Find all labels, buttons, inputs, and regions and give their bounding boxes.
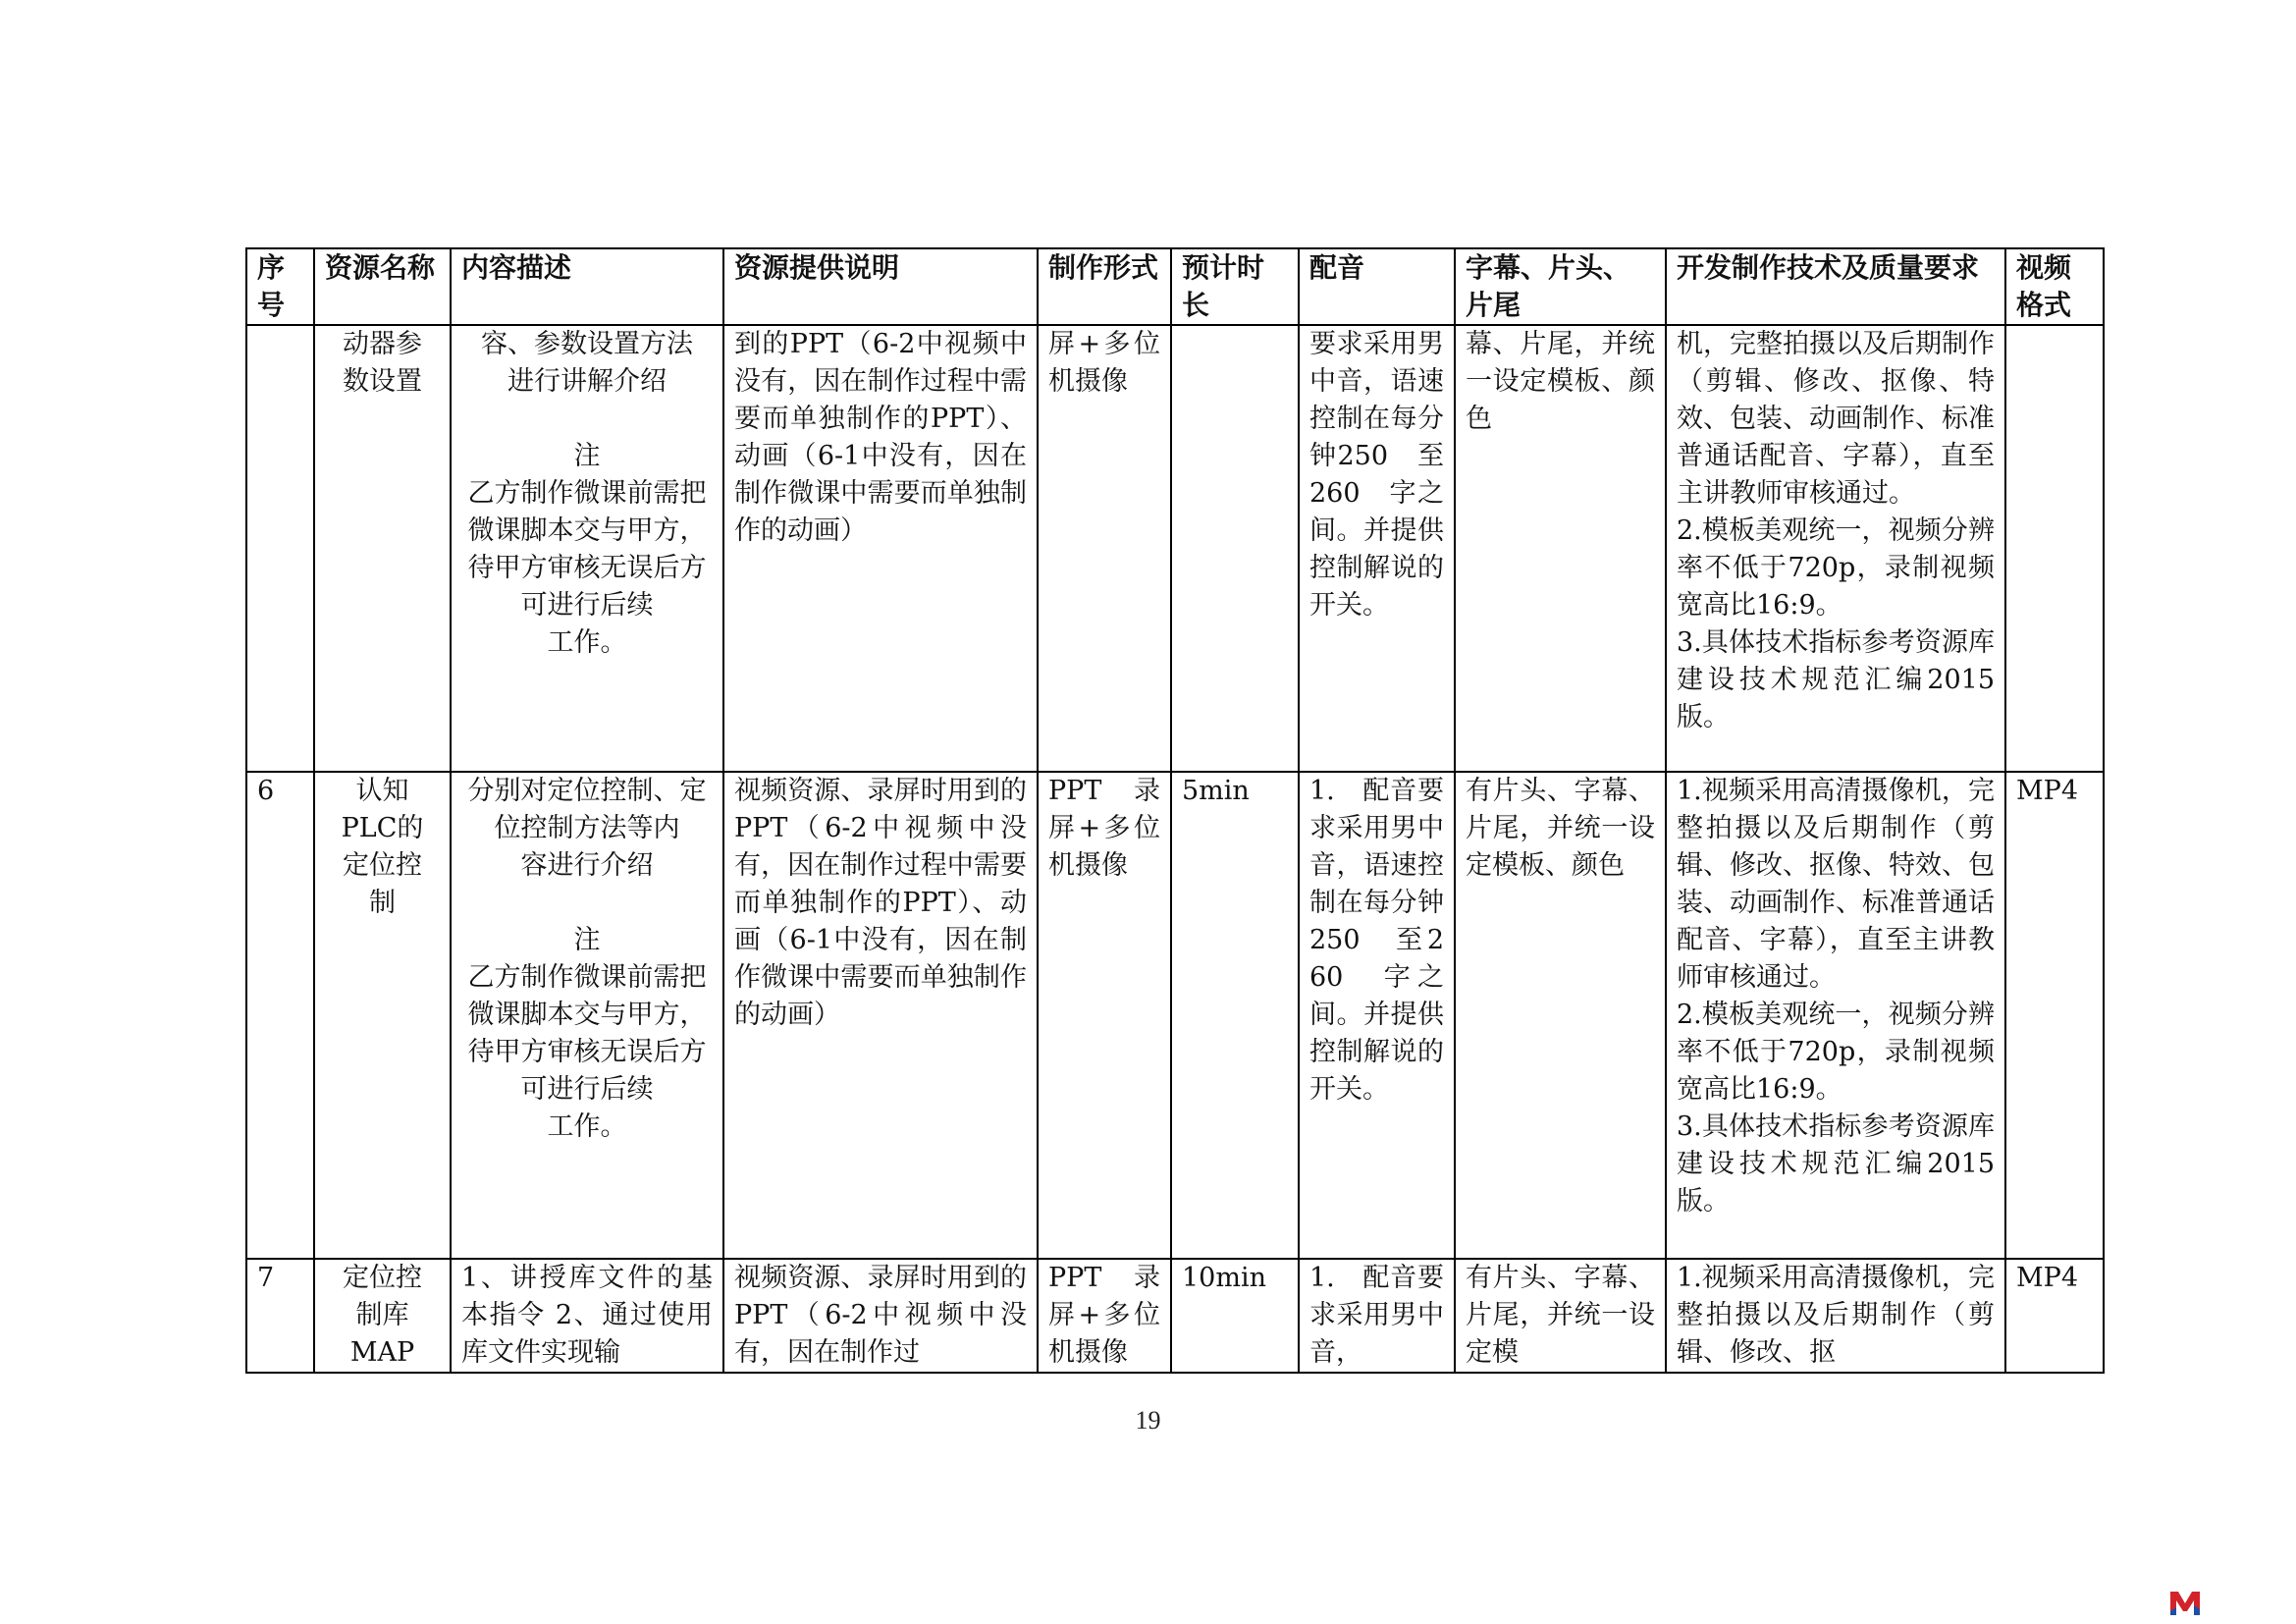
cell-quality: 机，完整拍摄以及后期制作（剪辑、修改、抠像、特效、包装、动画制作、标准普通话配音、字幕），直至主讲教师审核通过。 2.模板美观统一，视频分辨率不低于720p，录制视频宽高比16:9。 3.具体技术指标参考资源库建设技术规范汇编2015版。	[1666, 325, 2005, 772]
cell-duration: 10min	[1171, 1259, 1299, 1373]
publisher-logo-icon	[2167, 1586, 2203, 1619]
cell-form: 屏+多位机摄像	[1038, 325, 1171, 772]
cell-format: MP4	[2005, 1259, 2104, 1373]
header-cell-name: 资源名称	[314, 248, 451, 325]
cell-form: PPT 录屏+多位机摄像	[1038, 772, 1171, 1259]
table-row	[246, 772, 2104, 1259]
header-cell-format: 视频格式	[2005, 248, 2104, 325]
header-cell-desc: 内容描述	[451, 248, 723, 325]
cell-voice: 1. 配音要求采用男中音，	[1299, 1259, 1455, 1373]
table-row	[246, 325, 2104, 772]
cell-no: 7	[246, 1259, 314, 1373]
cell-subtitle: 幕、片尾，并统一设定模板、颜色	[1455, 325, 1666, 772]
cell-subtitle: 有片头、字幕、片尾，并统一设定模	[1455, 1259, 1666, 1373]
cell-quality: 1.视频采用高清摄像机，完整拍摄以及后期制作（剪辑、修改、抠像、特效、包装、动画制作、标准普通话配音、字幕），直至主讲教师审核通过。 2.模板美观统一，视频分辨率不低于720p，录制视频宽高比16:9。 3.具体技术指标参考资源库建设技术规范汇编2015版。	[1666, 772, 2005, 1259]
resource-table	[245, 247, 2105, 1374]
cell-voice: 1. 配音要求采用男中音，语速控制在每分钟250 至260 字之间。并提供控制解说的开关。	[1299, 772, 1455, 1259]
table-row	[246, 1259, 2104, 1373]
header-cell-supply: 资源提供说明	[723, 248, 1038, 325]
header-cell-form: 制作形式	[1038, 248, 1171, 325]
cell-supply: 视频资源、录屏时用到的PPT（6-2中视频中没有，因在制作过	[723, 1259, 1038, 1373]
cell-desc: 分别对定位控制、定位控制方法等内 容进行介绍 注 乙方制作微课前需把微课脚本交与甲方，待甲方审核无误后方可进行后续 工作。	[451, 772, 723, 1259]
cell-no: 6	[246, 772, 314, 1259]
header-cell-no: 序号	[246, 248, 314, 325]
cell-quality: 1.视频采用高清摄像机，完整拍摄以及后期制作（剪辑、修改、抠	[1666, 1259, 2005, 1373]
cell-name: 动器参 数设置	[314, 325, 451, 772]
cell-supply: 到的PPT（6-2中视频中没有，因在制作过程中需要而单独制作的PPT）、动画（6-1中没有，因在制作微课中需要而单独制作的动画）	[723, 325, 1038, 772]
cell-desc: 1、讲授库文件的基本指令 2、通过使用库文件实现输	[451, 1259, 723, 1373]
cell-name: 认知 PLC的 定位控 制	[314, 772, 451, 1259]
header-cell-subtitle: 字幕、片头、片尾	[1455, 248, 1666, 325]
cell-format: MP4	[2005, 772, 2104, 1259]
cell-supply: 视频资源、录屏时用到的PPT（6-2中视频中没有，因在制作过程中需要而单独制作的PPT）、动画（6-1中没有，因在制作微课中需要而单独制作的动画）	[723, 772, 1038, 1259]
cell-subtitle: 有片头、字幕、片尾，并统一设定模板、颜色	[1455, 772, 1666, 1259]
cell-voice: 要求采用男中音，语速控制在每分钟250 至260 字之间。并提供控制解说的开关。	[1299, 325, 1455, 772]
cell-form: PPT 录屏+多位机摄像	[1038, 1259, 1171, 1373]
cell-format	[2005, 325, 2104, 772]
cell-no	[246, 325, 314, 772]
page-number: 19	[1135, 1406, 1161, 1435]
table-header-row	[246, 248, 2104, 325]
cell-duration: 5min	[1171, 772, 1299, 1259]
cell-duration	[1171, 325, 1299, 772]
cell-desc: 容、参数设置方法 进行讲解介绍 注 乙方制作微课前需把微课脚本交与甲方，待甲方审核无误后方可进行后续 工作。	[451, 325, 723, 772]
header-cell-voice: 配音	[1299, 248, 1455, 325]
header-cell-duration: 预计时长	[1171, 248, 1299, 325]
header-cell-quality: 开发制作技术及质量要求	[1666, 248, 2005, 325]
cell-name: 定位控 制库 MAP	[314, 1259, 451, 1373]
